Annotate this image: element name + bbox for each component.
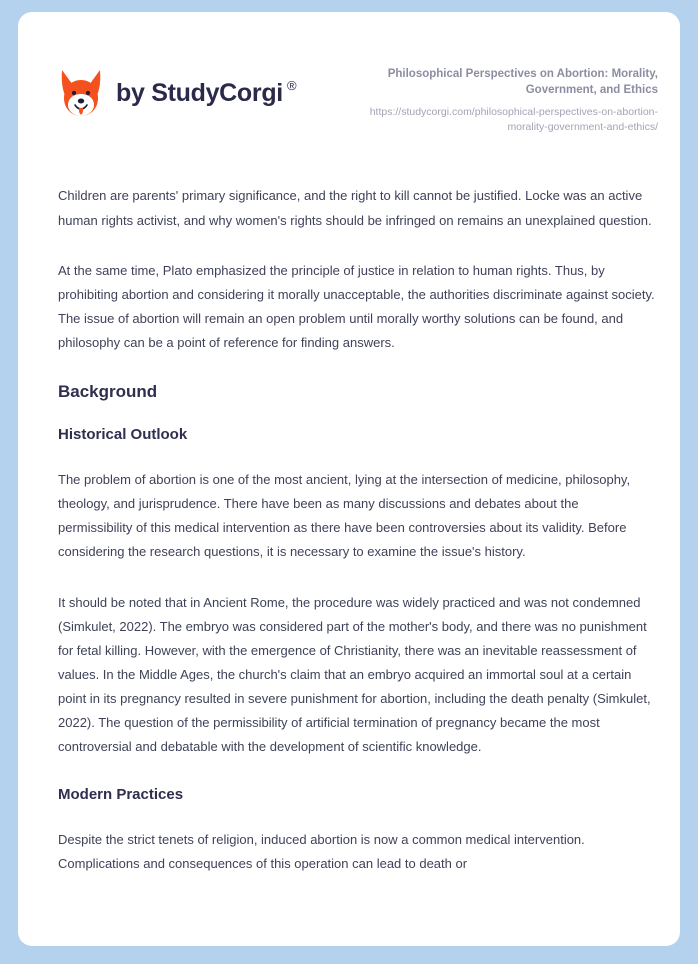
paragraph-4: It should be noted that in Ancient Rome, the procedure was widely practiced and was not condemned (Simkulet, 2022). The embryo was considered part of the mother's body, and there was no punishment for fetal killing. However, with the emergence of Christianity, there was an inevitable reassessment of values. In the Middle Ages, the church's claim that an embryo acquired an immortal soul at a certain point in its pregnancy resulted in severe punishment for abortion, including the death penalty (Simkulet, 2022). The question of the permissibility of artificial termination of pregnancy became the most controversial and debatable with the development of scientific knowledge.: [58, 594, 651, 754]
paragraph-2: At the same time, Plato emphasized the principle of justice in relation to human rights. Thus, by prohibiting abortion and considering it morally unacceptable, the authorities discriminate against society. The issue of abortion will remain an open problem until morally worthy solutions can be found, and philosophy can be a point of reference for finding answers.: [58, 262, 655, 350]
source-url[interactable]: https://studycorgi.com/philosophical-perspectives-on-abortion-morality-government-and-ethics/: [369, 105, 658, 133]
document-body: [18, 184, 680, 876]
document-page-card: [18, 12, 680, 946]
document-meta: [352, 60, 658, 134]
paragraph-1: Children are parents' primary significance, and the right to kill cannot be justified. Locke was an active human rights activist, and why women's rights should be infringed on remains an unexplained question.: [58, 188, 652, 228]
studycorgi-brand[interactable]: [58, 60, 296, 118]
registered-trademark-icon: ®: [286, 77, 297, 93]
brand-wordmark-text: by StudyCorgi: [116, 78, 283, 107]
paragraph-5: Despite the strict tenets of religion, induced abortion is now a common medical intervention. Complications and consequences of this operation can lead to death or: [58, 832, 585, 872]
heading-background: Background: [58, 381, 158, 401]
document-header: [18, 12, 680, 134]
brand-wordmark: [116, 77, 297, 107]
heading-modern-practices: Modern Practices: [58, 785, 184, 803]
page-title: Philosophical Perspectives on Abortion: Morality, Government, and Ethics: [387, 68, 658, 97]
paragraph-3: The problem of abortion is one of the most ancient, lying at the intersection of medicine, philosophy, theology, and jurisprudence. There have been as many discussions and debates about the permissibility of this medical intervention as there have been controversies about its validity. Before considering the research questions, it is necessary to examine the issue's history.: [58, 472, 631, 560]
corgi-face-icon: [58, 68, 104, 118]
heading-historical-outlook: Historical Outlook: [58, 425, 188, 443]
